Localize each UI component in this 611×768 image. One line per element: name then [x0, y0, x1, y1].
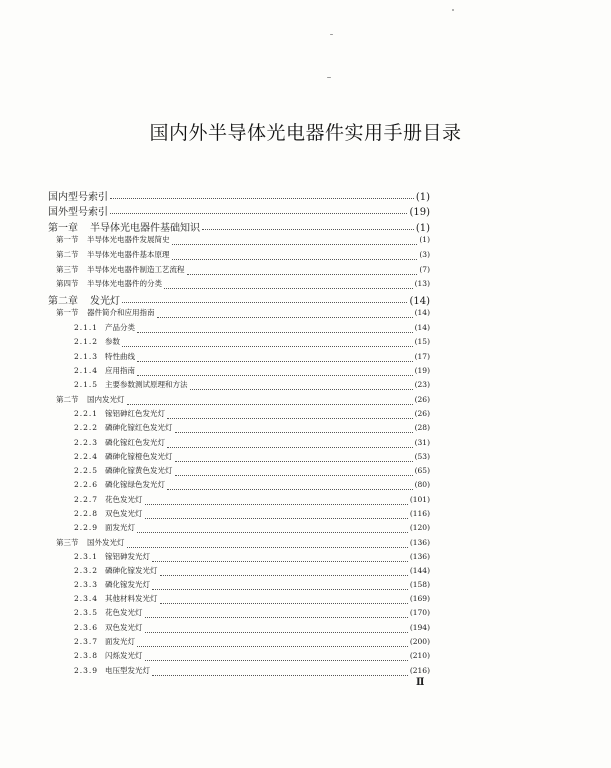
- dot-leader: [145, 660, 408, 661]
- toc-entry-page: (7): [419, 265, 430, 274]
- toc-entry: [48, 292, 430, 306]
- toc-entry: [74, 336, 430, 350]
- toc-entry: [74, 437, 430, 451]
- toc-entry-page: (1): [415, 223, 430, 234]
- toc-entry-page: (80): [414, 480, 430, 489]
- toc-entry-title: 磷化镓红色发光灯: [105, 438, 165, 447]
- toc-entry-title: 面发光灯: [105, 523, 135, 532]
- toc-entry-title: 双色发光灯: [105, 509, 143, 518]
- toc-entry-number: 2.1.1: [74, 323, 99, 332]
- toc-entry: [56, 249, 430, 263]
- toc-entry-title: 闪烁发光灯: [105, 651, 143, 660]
- toc-entry-page: (13): [414, 279, 430, 288]
- toc-entry-page: (210): [409, 651, 430, 660]
- toc-entry-title: 发光灯: [90, 296, 120, 307]
- toc-entry-page: (14): [414, 323, 430, 332]
- dot-leader: [167, 418, 413, 419]
- toc-entry-title: 磷砷化镓红色发光灯: [105, 423, 173, 432]
- toc-entry-title: 半导体光电器件的分类: [87, 279, 162, 288]
- toc-entry-page: (26): [414, 395, 430, 404]
- toc-entry-page: (28): [414, 423, 430, 432]
- toc-entry: [74, 494, 430, 508]
- toc-entry-title: 参数: [105, 337, 120, 346]
- toc-entry-title: 主要参数测试原理和方法: [105, 380, 188, 389]
- toc-entry: [74, 607, 430, 621]
- dot-leader: [172, 259, 418, 260]
- dot-leader: [110, 213, 407, 214]
- toc-entry-number: 2.1.5: [74, 380, 99, 389]
- toc-entry-page: (53): [414, 452, 430, 461]
- toc-entry: [56, 537, 430, 551]
- dot-leader: [137, 375, 413, 376]
- toc-entry-page: (144): [409, 566, 430, 575]
- toc-entry-title: 国内发光灯: [87, 395, 125, 404]
- toc-entry-number: 第四节: [56, 279, 79, 288]
- toc-entry-number: 第一节: [56, 308, 79, 317]
- page-title: 国内外半导体光电器件实用手册目录: [149, 122, 462, 144]
- toc-entry-number: 第一节: [56, 235, 79, 244]
- toc-entry-title: 电压型发光灯: [105, 666, 150, 675]
- toc-entry: [74, 551, 430, 565]
- toc-entry-page: (170): [409, 608, 430, 617]
- toc-entry-page: (26): [414, 409, 430, 418]
- toc-entry-page: (101): [409, 495, 430, 504]
- toc-entry: [74, 451, 430, 465]
- dot-leader: [145, 504, 408, 505]
- toc-entry-title: 其他材料发光灯: [105, 594, 158, 603]
- toc-entry-number: 2.3.8: [74, 651, 99, 660]
- toc-entry-number: 2.2.8: [74, 509, 99, 518]
- toc-entry-page: (19): [409, 207, 430, 218]
- toc-entry-page: (31): [414, 438, 430, 447]
- toc-entry-title: 花色发光灯: [105, 495, 143, 504]
- toc-entry-title: 器件简介和应用指南: [87, 308, 155, 317]
- toc-entry-page: (136): [409, 552, 430, 561]
- toc-entry-number: 2.1.2: [74, 337, 99, 346]
- dot-leader: [152, 675, 408, 676]
- toc-entry: [48, 188, 430, 202]
- toc-entry-number: 2.2.7: [74, 495, 99, 504]
- toc-entry-number: 2.3.6: [74, 623, 99, 632]
- dot-leader: [172, 244, 418, 245]
- toc-entry: [74, 351, 430, 365]
- toc-entry-title: 镓铝砷发光灯: [105, 552, 150, 561]
- toc-entry: [74, 636, 430, 650]
- toc-entry-page: (14): [414, 308, 430, 317]
- toc-entry-title: 产品分类: [105, 323, 135, 332]
- toc-entry-number: 2.2.6: [74, 480, 99, 489]
- toc-entry-title: 磷化镓发光灯: [105, 580, 150, 589]
- toc-entry-number: 2.2.9: [74, 523, 99, 532]
- toc-entry-number: 2.1.3: [74, 352, 99, 361]
- toc-entry: [56, 278, 430, 292]
- toc-entry: [74, 508, 430, 522]
- dot-leader: [110, 198, 414, 199]
- page-marker: Ⅱ: [416, 677, 425, 688]
- toc-entry: [74, 479, 430, 493]
- dot-leader: [152, 561, 408, 562]
- toc-entry-number: 第二节: [56, 250, 79, 259]
- toc-entry-title: 国外型号索引: [48, 207, 108, 218]
- scan-speck: [330, 34, 333, 35]
- toc-entry: [74, 322, 430, 336]
- dot-leader: [145, 518, 408, 519]
- toc-entry-title: 镓铝砷红色发光灯: [105, 409, 165, 418]
- toc-entry: [56, 307, 430, 321]
- toc-entry: [48, 203, 430, 217]
- scan-speck: [452, 9, 454, 11]
- toc-entry: [74, 593, 430, 607]
- toc-entry-page: (1): [415, 192, 430, 203]
- toc-entry-number: 2.2.3: [74, 438, 99, 447]
- toc-entry: [74, 522, 430, 536]
- toc-entry-number: 第二章: [48, 296, 78, 307]
- toc-entry-number: 2.3.7: [74, 637, 99, 646]
- dot-leader: [157, 317, 413, 318]
- toc-entry-title: 国内型号索引: [48, 192, 108, 203]
- toc-entry-number: 第一章: [48, 223, 78, 234]
- dot-leader: [160, 575, 408, 576]
- toc-entry-number: 2.2.4: [74, 452, 99, 461]
- toc-entry: [74, 622, 430, 636]
- toc-entry: [74, 565, 430, 579]
- toc-entry-number: 第二节: [56, 395, 79, 404]
- toc-entry-page: (23): [414, 380, 430, 389]
- toc-entry-title: 应用指南: [105, 366, 135, 375]
- toc-entry-title: 磷砷化镓发光灯: [105, 566, 158, 575]
- dot-leader: [167, 447, 413, 448]
- dot-leader: [137, 332, 413, 333]
- toc-entry-title: 半导体光电器件基本原理: [87, 250, 170, 259]
- scan-speck: [327, 77, 331, 78]
- toc-entry-page: (136): [409, 538, 430, 547]
- toc-entry-title: 特性曲线: [105, 352, 135, 361]
- toc-entry-number: 2.2.2: [74, 423, 99, 432]
- toc-entry: [74, 379, 430, 393]
- dot-leader: [175, 461, 413, 462]
- toc-entry-number: 2.3.4: [74, 594, 99, 603]
- toc-entry: [74, 579, 430, 593]
- toc-entry: [56, 264, 430, 278]
- dot-leader: [164, 288, 413, 289]
- dot-leader: [137, 646, 408, 647]
- dot-leader: [137, 532, 408, 533]
- toc-entry-number: 2.3.5: [74, 608, 99, 617]
- dot-leader: [190, 389, 413, 390]
- dot-leader: [160, 603, 408, 604]
- toc-entry-title: 磷砷化镓橙色发光灯: [105, 452, 173, 461]
- toc-entry-page: (169): [409, 594, 430, 603]
- dot-leader: [187, 274, 418, 275]
- toc-entry-number: 2.1.4: [74, 366, 99, 375]
- dot-leader: [127, 404, 413, 405]
- toc-entry-title: 国外发光灯: [87, 538, 125, 547]
- dot-leader: [122, 302, 407, 303]
- toc-entry-number: 第三节: [56, 265, 79, 274]
- dot-leader: [145, 632, 408, 633]
- toc-entry: [74, 650, 430, 664]
- dot-leader: [202, 229, 414, 230]
- toc-entry: [74, 365, 430, 379]
- toc-entry-title: 花色发光灯: [105, 608, 143, 617]
- toc-entry-title: 磷砷化镓黄色发光灯: [105, 466, 173, 475]
- toc-entry-page: (120): [409, 523, 430, 532]
- toc-entry: [74, 408, 430, 422]
- dot-leader: [122, 346, 413, 347]
- toc-entry: [74, 665, 430, 679]
- toc-entry-number: 2.3.2: [74, 566, 99, 575]
- toc-entry-page: (65): [414, 466, 430, 475]
- toc-entry-number: 2.3.9: [74, 666, 99, 675]
- dot-leader: [167, 489, 413, 490]
- toc-entry-page: (3): [419, 250, 430, 259]
- toc-entry-number: 2.3.3: [74, 580, 99, 589]
- dot-leader: [175, 475, 413, 476]
- toc-entry-number: 2.3.1: [74, 552, 99, 561]
- toc-entry-page: (158): [409, 580, 430, 589]
- dot-leader: [145, 617, 408, 618]
- toc-entry-number: 2.2.1: [74, 409, 99, 418]
- toc-entry-number: 第三节: [56, 538, 79, 547]
- toc-entry-page: (194): [409, 623, 430, 632]
- dot-leader: [152, 589, 408, 590]
- toc-entry-page: (15): [414, 337, 430, 346]
- toc-entry: [74, 465, 430, 479]
- dot-leader: [127, 547, 408, 548]
- toc-entry-page: (17): [414, 352, 430, 361]
- toc-entry: [56, 234, 430, 248]
- toc-entry: [74, 422, 430, 436]
- toc-entry-page: (1): [419, 235, 430, 244]
- dot-leader: [137, 361, 413, 362]
- toc-entry-number: 2.2.5: [74, 466, 99, 475]
- dot-leader: [175, 432, 413, 433]
- toc-entry: [56, 394, 430, 408]
- toc-entry-title: 磷化镓绿色发光灯: [105, 480, 165, 489]
- toc-entry-title: 半导体光电器件发展简史: [87, 235, 170, 244]
- toc-entry-page: (14): [409, 296, 430, 307]
- toc-entry-page: (200): [409, 637, 430, 646]
- toc-entry-page: (216): [409, 666, 430, 675]
- toc-entry-page: (19): [414, 366, 430, 375]
- toc-entry-page: (116): [409, 509, 430, 518]
- toc-entry-title: 半导体光电器件制造工艺流程: [87, 265, 185, 274]
- toc-entry-title: 半导体光电器件基础知识: [90, 223, 200, 234]
- toc-entry-title: 双色发光灯: [105, 623, 143, 632]
- toc-entry-title: 面发光灯: [105, 637, 135, 646]
- toc-entry: [48, 219, 430, 233]
